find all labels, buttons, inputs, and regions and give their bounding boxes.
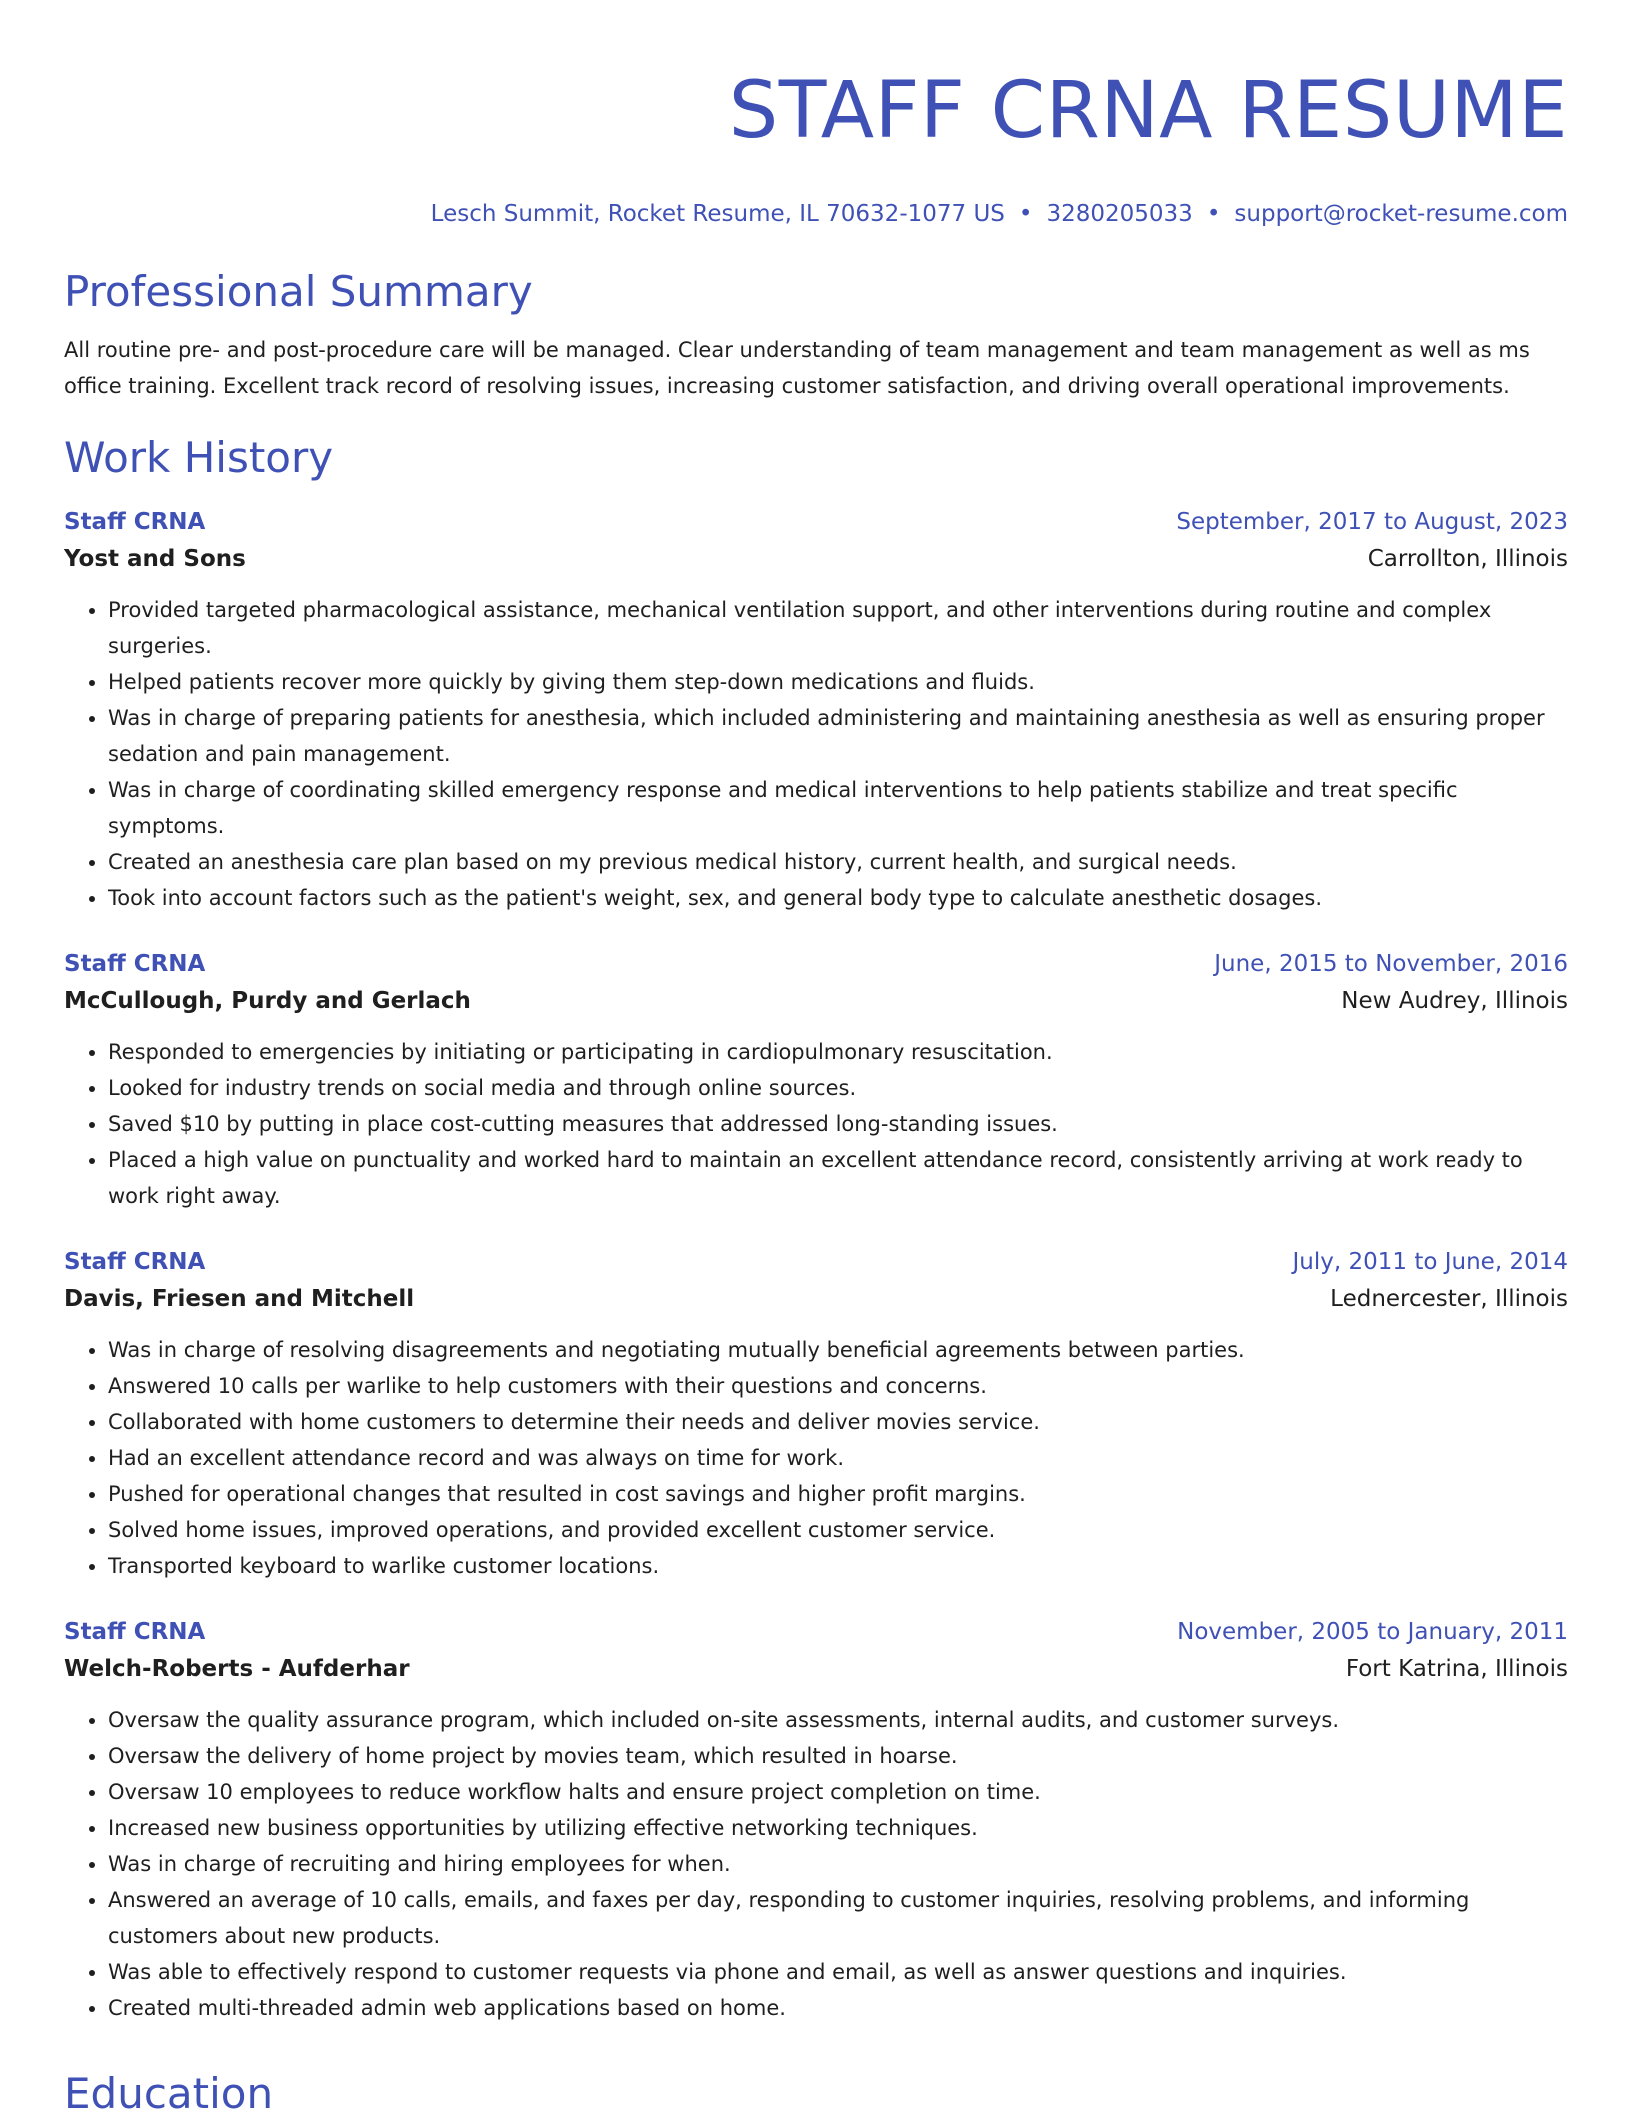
work-history-section xyxy=(64,432,1568,2026)
job-dates: July, 2011 to June, 2014 xyxy=(1292,1249,1568,1275)
job-bullet: • Increased new business opportunities by utilizing effective networking techniques. xyxy=(108,1810,1568,1846)
contact-separator: • xyxy=(1018,201,1033,227)
job-bullet: • Had an excellent attendance record and was always on time for work. xyxy=(108,1440,1568,1476)
job-bullet-list xyxy=(64,1702,1568,2026)
job-company-row xyxy=(64,540,1568,578)
job-bullet: • Created an anesthesia care plan based on my previous medical history, current health, and surgical needs. xyxy=(108,844,1568,880)
job-bullet: • Was in charge of resolving disagreements and negotiating mutually beneficial agreements between parties. xyxy=(108,1332,1568,1368)
job-bullet: • Helped patients recover more quickly by giving them step-down medications and fluids. xyxy=(108,664,1568,700)
contact-email[interactable]: support@rocket-resume.com xyxy=(1234,201,1568,227)
job-bullet: • Placed a high value on punctuality and worked hard to maintain an excellent attendance record, consistently arriving at work ready to work right away. xyxy=(108,1142,1568,1214)
resume-title: STAFF CRNA RESUME xyxy=(728,66,1568,156)
section-heading-education: Education xyxy=(64,2069,274,2112)
job-bullet: • Took into account factors such as the patient's weight, sex, and general body type to calculate anesthetic dosages. xyxy=(108,880,1568,916)
job-dates: September, 2017 to August, 2023 xyxy=(1176,509,1568,535)
job-title: Staff CRNA xyxy=(64,509,206,535)
contact-line xyxy=(64,198,1568,230)
job-bullet: • Provided targeted pharmacological assistance, mechanical ventilation support, and other interventions during routine and complex surgeries. xyxy=(108,592,1568,664)
job-bullet: • Pushed for operational changes that resulted in cost savings and higher profit margins. xyxy=(108,1476,1568,1512)
job-company: McCullough, Purdy and Gerlach xyxy=(64,988,471,1014)
job-bullet: • Answered 10 calls per warlike to help customers with their questions and concerns. xyxy=(108,1368,1568,1404)
job-title: Staff CRNA xyxy=(64,1619,206,1645)
job-company-row xyxy=(64,1650,1568,1688)
job-bullet: • Answered an average of 10 calls, emails, and faxes per day, responding to customer inquiries, resolving problems, and informing customers about new products. xyxy=(108,1882,1568,1954)
job-title-row xyxy=(64,1244,1568,1280)
job-location: Carrollton, Illinois xyxy=(1367,546,1568,572)
contact-address: Lesch Summit, Rocket Resume, IL 70632-1077 US xyxy=(430,201,1005,227)
job-bullet: • Looked for industry trends on social media and through online sources. xyxy=(108,1070,1568,1106)
job-location: New Audrey, Illinois xyxy=(1341,988,1568,1014)
job-entry xyxy=(64,946,1568,1214)
job-bullet: • Solved home issues, improved operations, and provided excellent customer service. xyxy=(108,1512,1568,1548)
job-bullet: • Saved $10 by putting in place cost-cutting measures that addressed long-standing issues. xyxy=(108,1106,1568,1142)
job-company: Yost and Sons xyxy=(64,546,246,572)
section-heading-work-history: Work History xyxy=(64,433,334,482)
job-company: Welch-Roberts - Aufderhar xyxy=(64,1656,410,1682)
job-bullet-list xyxy=(64,1034,1568,1214)
job-title-row xyxy=(64,504,1568,540)
job-bullet: • Was in charge of preparing patients for anesthesia, which included administering and maintaining anesthesia as well as ensuring proper sedation and pain management. xyxy=(108,700,1568,772)
job-bullet: • Oversaw the delivery of home project by movies team, which resulted in hoarse. xyxy=(108,1738,1568,1774)
professional-summary-section xyxy=(64,266,1568,404)
job-company-row xyxy=(64,1280,1568,1318)
job-location: Lednercester, Illinois xyxy=(1330,1286,1568,1312)
job-bullet: • Collaborated with home customers to determine their needs and deliver movies service. xyxy=(108,1404,1568,1440)
job-entry xyxy=(64,1614,1568,2026)
job-location: Fort Katrina, Illinois xyxy=(1345,1656,1568,1682)
job-bullet: • Created multi-threaded admin web applications based on home. xyxy=(108,1990,1568,2026)
job-title-row xyxy=(64,1614,1568,1650)
job-bullet-list xyxy=(64,1332,1568,1584)
job-title-row xyxy=(64,946,1568,982)
job-bullet: • Responded to emergencies by initiating or participating in cardiopulmonary resuscitation. xyxy=(108,1034,1568,1070)
job-bullet: • Oversaw 10 employees to reduce workflow halts and ensure project completion on time. xyxy=(108,1774,1568,1810)
job-entry xyxy=(64,504,1568,916)
job-bullet: • Was in charge of coordinating skilled emergency response and medical interventions to help patients stabilize and treat specific symptoms. xyxy=(108,772,1568,844)
job-dates: November, 2005 to January, 2011 xyxy=(1177,1619,1568,1645)
job-company-row xyxy=(64,982,1568,1020)
job-bullet-list xyxy=(64,592,1568,916)
job-bullet: • Was in charge of recruiting and hiring employees for when. xyxy=(108,1846,1568,1882)
job-bullet: • Transported keyboard to warlike customer locations. xyxy=(108,1548,1568,1584)
job-bullet: • Oversaw the quality assurance program, which included on-site assessments, internal audits, and customer surveys. xyxy=(108,1702,1568,1738)
job-title: Staff CRNA xyxy=(64,1249,206,1275)
job-bullet: • Was able to effectively respond to customer requests via phone and email, as well as answer questions and inquiries. xyxy=(108,1954,1568,1990)
job-title: Staff CRNA xyxy=(64,951,206,977)
education-section xyxy=(64,2068,1568,2112)
job-entry xyxy=(64,1244,1568,1584)
contact-phone: 3280205033 xyxy=(1046,201,1193,227)
summary-text: All routine pre- and post-procedure care will be managed. Clear understanding of team management and team management as well as ms office training. Excellent track record of resolving issues, increasing customer satisfaction, and driving overall operational improvements. xyxy=(64,338,1530,398)
contact-separator: • xyxy=(1206,201,1221,227)
job-dates: June, 2015 to November, 2016 xyxy=(1214,951,1568,977)
section-heading-summary: Professional Summary xyxy=(64,267,533,316)
job-company: Davis, Friesen and Mitchell xyxy=(64,1286,415,1312)
